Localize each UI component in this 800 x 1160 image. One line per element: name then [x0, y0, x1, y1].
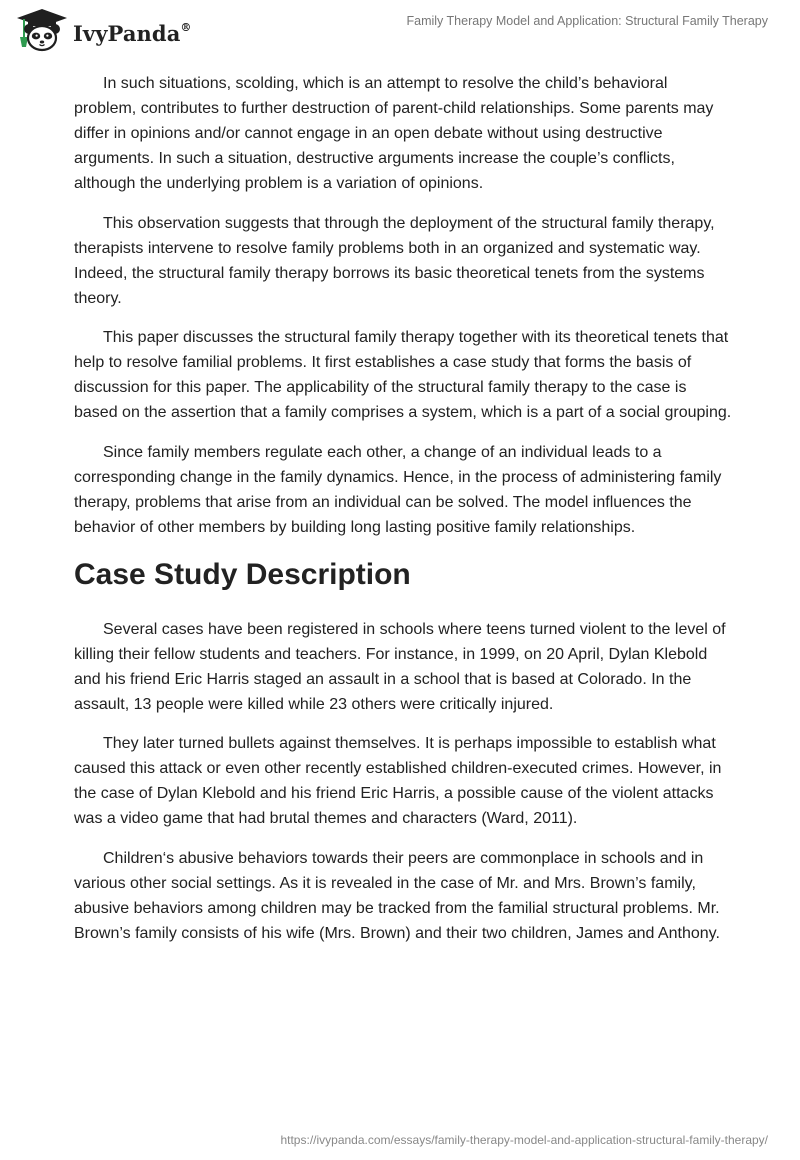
panda-graduate-icon [14, 7, 70, 55]
page-header [0, 0, 800, 70]
brand-name: IvyPanda® [73, 20, 192, 46]
paragraph: Since family members regulate each other, a change of an individual leads to a corresponding change in the family dynamics. Hence, in the process of administering family therapy, problems that arise from an individual can be solved. The model influences the behavior of other members by building long lasting positive family relationships. [74, 443, 722, 536]
section-heading: Case Study Description [74, 557, 411, 591]
paragraph: In such situations, scolding, which is an attempt to resolve the child’s behavioral problem, contributes to further destruction of parent-child relationships. Some parents may differ in opinions and/or cannot engage in an open debate without using destructive arguments. In such a situation, destructive arguments increase the couple’s conflicts, although the underlying problem is a variation of opinions. [74, 75, 714, 192]
ivypanda-logo[interactable] [14, 7, 192, 55]
paragraph: Children‘s abusive behaviors towards their peers are commonplace in schools and in various other social settings. As it is revealed in the case of Mr. and Mrs. Brown’s family, abusive behaviors among children may be tracked from the familial structural problems. Mr. Brown’s family consists of his wife (Mrs. Brown) and their two children, James and Anthony. [74, 849, 720, 942]
paragraph: This observation suggests that through the deployment of the structural family therapy, therapists intervene to resolve family problems both in an organized and systematic way. Indeed, the structural family therapy borrows its basic theoretical tenets from the systems theory. [74, 214, 715, 307]
paragraph: Several cases have been registered in schools where teens turned violent to the level of killing their fellow students and teachers. For instance, in 1999, on 20 April, Dylan Klebold and his friend Eric Harris staged an assault in a school that is based at Colorado. In the assault, 13 people were killed while 23 others were critically injured. [74, 620, 726, 713]
document-title: Family Therapy Model and Application: Structural Family Therapy [406, 14, 768, 28]
paragraph: They later turned bullets against themselves. It is perhaps impossible to establish what caused this attack or even other recently established children-executed crimes. However, in the case of Dylan Klebold and his friend Eric Harris, a possible cause of the violent attacks was a video game that had brutal themes and characters (Ward, 2011). [74, 735, 722, 827]
source-url[interactable]: https://ivypanda.com/essays/family-therapy-model-and-application-structural-family-therapy/ [280, 1133, 768, 1147]
paragraph: This paper discusses the structural family therapy together with its theoretical tenets that help to resolve familial problems. It first establishes a case study that forms the basis of discussion for this paper. The applicability of the structural family therapy to the case is based on the assertion that a family comprises a system, which is a part of a social grouping. [74, 329, 732, 421]
registered-mark: ® [180, 20, 192, 34]
article-body [74, 71, 734, 960]
